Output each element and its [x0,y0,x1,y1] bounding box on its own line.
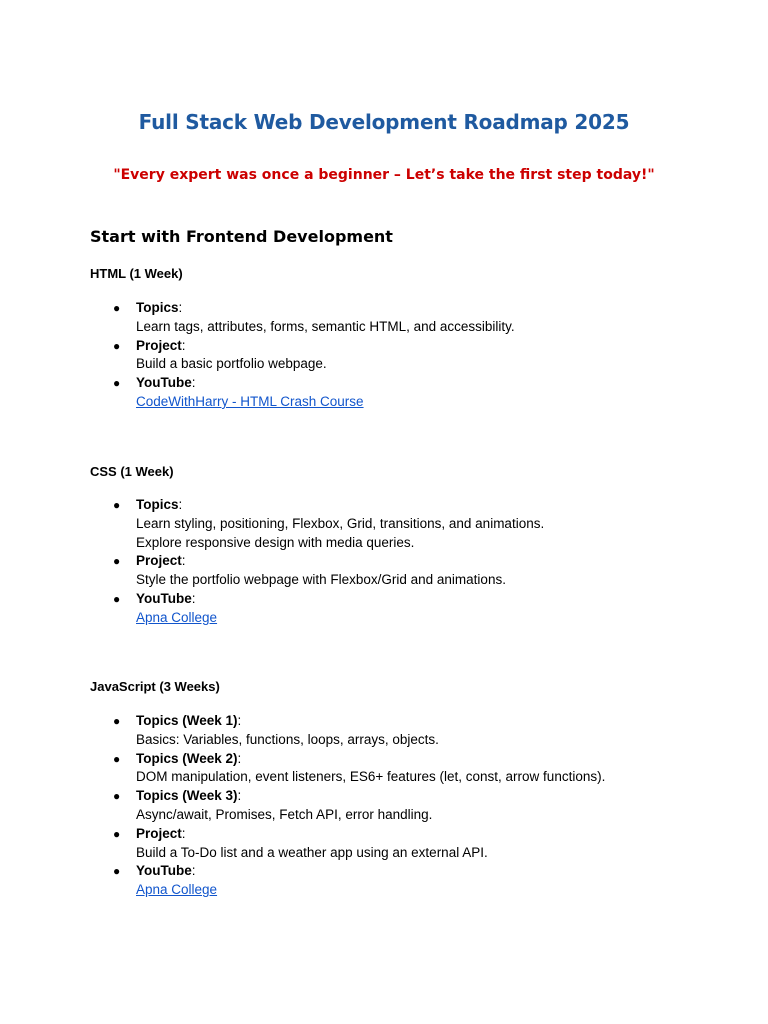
css-list [113,496,713,628]
bullet-icon: ● [113,714,121,728]
youtube-link[interactable]: Apna College [136,882,218,898]
list-item: ● Topics (Week 1): Basics: Variables, functions, loops, arrays, objects. [113,712,713,750]
item-label: Topics (Week 3) [136,788,238,804]
youtube-link[interactable]: CodeWithHarry - HTML Crash Course [136,393,364,409]
list-item: ● Topics (Week 3): Async/await, Promises, Fetch API, error handling. [113,787,713,825]
item-label: YouTube [136,375,192,391]
bullet-icon: ● [113,751,121,766]
bullet-icon: ● [113,826,121,841]
bullet-icon: ● [113,591,121,606]
list-item: ● Topics: Learn styling, positioning, Flexbox, Grid, transitions, and animations. Explore responsive design with media queries. [113,496,713,552]
item-label: Topics (Week 1) [136,713,238,728]
item-detail: Async/await, Promises, Fetch API, error handling. [136,806,433,822]
item-detail: Build a To-Do list and a weather app using an external API. [136,844,488,860]
bullet-icon: ● [113,789,121,804]
bullet-icon: ● [113,554,121,569]
youtube-link[interactable]: Apna College [136,609,218,625]
list-item: ● YouTube: CodeWithHarry - HTML Crash Course [113,375,364,409]
bullet-icon: ● [113,376,121,391]
motivational-quote: "Every expert was once a beginner – Let’s take the first step today!" [113,167,655,183]
list-item: ● YouTube: Apna College [113,590,218,625]
list-item: ● Topics: Learn tags, attributes, forms, semantic HTML, and accessibility. [113,299,713,337]
list-item: ● YouTube: Apna College [113,863,218,898]
item-label: YouTube [136,590,192,606]
item-label: Topics (Week 2) [136,750,238,766]
bullet-icon: ● [113,338,121,353]
javascript-list [113,712,713,900]
list-item: ● Project: Style the portfolio webpage with Flexbox/Grid and animations. [113,552,713,590]
item-detail: DOM manipulation, event listeners, ES6+ features (let, const, arrow functions). [136,769,606,785]
list-item: ● Project: Build a To-Do list and a weather app using an external API. [113,825,713,863]
html-list [113,299,713,412]
list-item: ● Project: Build a basic portfolio webpage. [113,337,713,375]
javascript-heading: JavaScript (3 Weeks) [90,679,220,694]
css-heading: CSS (1 Week) [90,464,174,479]
item-detail: Learn tags, attributes, forms, semantic HTML, and accessibility. [136,318,515,334]
bullet-icon: ● [113,301,121,315]
item-detail: Style the portfolio webpage with Flexbox/Grid and animations. [136,572,506,588]
item-label: Topics [136,497,179,512]
item-label: Project [136,337,182,353]
html-heading: HTML (1 Week) [90,266,183,281]
item-detail: Basics: Variables, functions, loops, arrays, objects. [136,731,439,747]
bullet-icon: ● [113,864,121,879]
bullet-icon: ● [113,498,121,512]
item-label: YouTube [136,863,192,879]
item-detail: Learn styling, positioning, Flexbox, Grid, transitions, and animations. [136,515,545,531]
list-item: ● Topics (Week 2): DOM manipulation, event listeners, ES6+ features (let, const, arrow functions). [113,750,713,788]
section-heading: Start with Frontend Development [90,227,393,246]
item-detail: Explore responsive design with media queries. [136,534,415,550]
page-title: Full Stack Web Development Roadmap 2025 [138,110,630,134]
item-detail: Build a basic portfolio webpage. [136,356,327,372]
item-label: Project [136,825,182,841]
item-label: Topics [136,300,179,315]
item-label: Project [136,553,182,569]
